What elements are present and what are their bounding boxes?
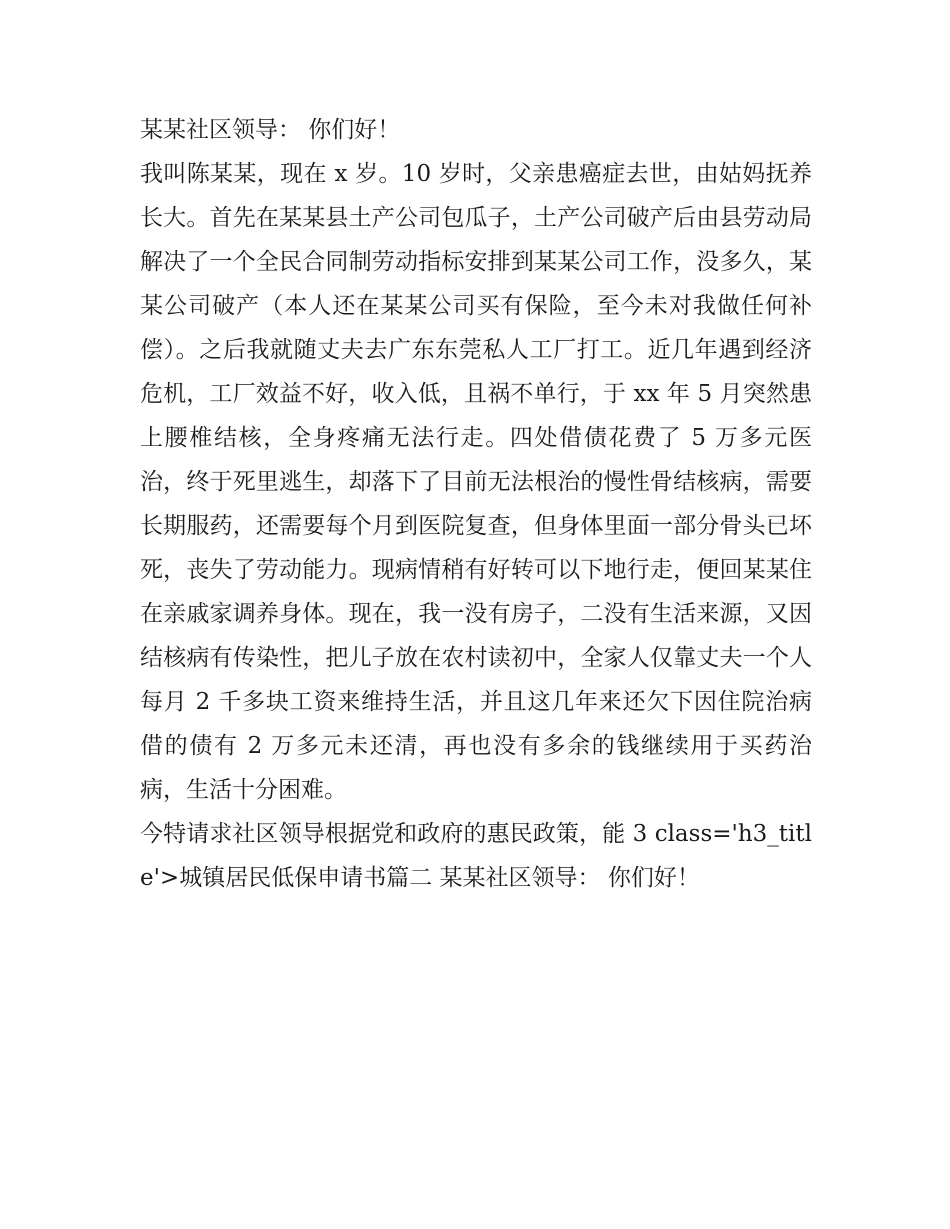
main-body-paragraph: 我叫陈某某，现在 x 岁。10 岁时，父亲患癌症去世，由姑妈抚养长大。首先在某某县土产公司包瓜子，土产公司破产后由县劳动局解决了一个全民合同制劳动指标安排到某某公司工作，没多久，某某公司破产（本人还在某某公司买有保险，至今未对我做任何补偿）。之后我就随丈夫去广东东莞私人工厂打工。近几年遇到经济危机，工厂效益不好，收入低，且祸不单行，于 xx 年 5 月突然患上腰椎结核，全身疼痛无法行走。四处借债花费了 5 万多元医治，终于死里逃生，却落下了目前无法根治的慢性骨结核病，需要长期服药，还需要每个月到医院复查，但身体里面一部分骨头已坏死，丧失了劳动能力。现病情稍有好转可以下地行走，便回某某住在亲戚家调养身体。现在，我一没有房子，二没有生活来源，又因结核病有传染性，把儿子放在农村读初中，全家人仅靠丈夫一个人每月 2 千多块工资来维持生活，并且这几年来还欠下因住院治病借的债有 2 万多元未还清，再也没有多余的钱继续用于买药治病，生活十分困难。: [140, 161, 812, 803]
document-body: [140, 108, 812, 900]
salutation-paragraph: 某某社区领导： 你们好！: [140, 117, 401, 143]
request-paragraph: 今特请求社区领导根据党和政府的惠民政策，能 3 class='h3_title'>城镇居民低保申请书篇二 某某社区领导： 你们好！: [140, 821, 812, 891]
